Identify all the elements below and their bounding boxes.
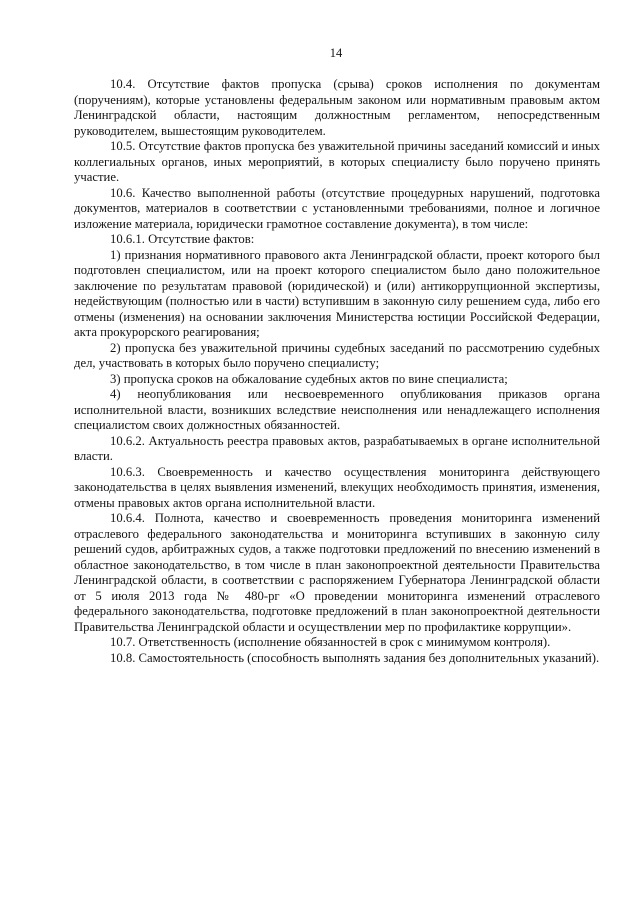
- paragraph-10-5: 10.5. Отсутствие фактов пропуска без уважительной причины заседаний комиссий и иных коллегиальных органов, иных мероприятий, в которых специалисту было поручено принять участие.: [74, 139, 600, 184]
- page-number: 14: [329, 46, 343, 60]
- paragraph-10-8: 10.8. Самостоятельность (способность выполнять задания без дополнительных указаний).: [110, 650, 600, 665]
- paragraph-10-7: 10.7. Ответственность (исполнение обязанностей в срок с минимумом контроля).: [110, 635, 551, 649]
- paragraph-10-6-2: 10.6.2. Актуальность реестра правовых актов, разрабатываемых в органе исполнительной власти.: [74, 433, 600, 463]
- paragraph-10-6-1: 10.6.1. Отсутствие фактов:: [110, 232, 255, 246]
- list-item-1: 1) признания нормативного правового акта Ленинградской области, проект которого был подготовлен специалистом, или на проект которого специалистом было дано положительное заключение по результатам правовой (юридической) и (или) антикоррупционной экспертизы, недействующим (полностью или в части) вступившим в законную силу решением суда, либо его отмены (изменения) на основании заключения Министерства юстиции Российской Федерации, акта прокурорского реагирования;: [74, 247, 600, 339]
- list-item-3: 3) пропуска сроков на обжалование судебных актов по вине специалиста;: [110, 371, 508, 386]
- paragraph-10-6: 10.6. Качество выполненной работы (отсутствие процедурных нарушений, подготовка документов, материалов в соответствии с установленными требованиями, полное и логичное изложение материала, юридически грамотное составление документа), в том числе:: [74, 185, 600, 231]
- paragraph-10-6-4: 10.6.4. Полнота, качество и своевременность проведения мониторинга изменений отраслевого федерального законодательства и мониторинга вступивших в законную силу решений судов, арбитражных судов, а также подготовки предложений по внесению изменений в областное законодательство, в том числе в план законопроектной деятельности Правительства Ленинградской области, в соответствии с распоряжением Губернатора Ленинградской области от 5 июля 2013 года № 480-рг «О проведении мониторинга изменений отраслевого федерального законодательства, подготовке предложений в план законопроектной деятельности Правительства Ленинградской области и осуществлении мер по профилактике коррупции».: [74, 511, 600, 634]
- list-item-4: 4) неопубликования или несвоевременного опубликования приказов органа исполнительной власти, возникших вследствие неисполнения или ненадлежащего исполнения специалистом своих должностных обязанностей.: [74, 387, 600, 432]
- paragraph-10-4: 10.4. Отсутствие фактов пропуска (срыва) сроков исполнения по документам (поручениям), которые установлены федеральным законом или нормативным правовым актом Ленинградской области, настоящим должностным регламентом, непосредственным руководителем, вышестоящим руководителем.: [74, 77, 600, 138]
- list-item-2: 2) пропуска без уважительной причины судебных заседаний по рассмотрению судебных дел, участвовать в которых было поручено специалисту;: [74, 340, 600, 370]
- paragraph-10-6-3: 10.6.3. Своевременность и качество осуществления мониторинга действующего законодательства в целях выявления изменений, влекущих необходимость принятия, изменения, отмены правовых актов органа исполнительной власти.: [74, 464, 600, 510]
